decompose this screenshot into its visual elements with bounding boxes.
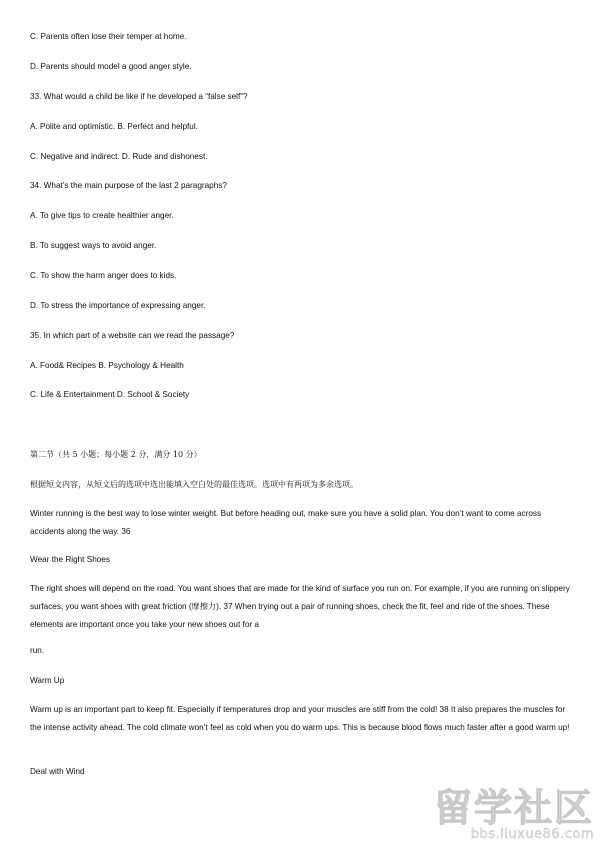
q34-option-b: B. To suggest ways to avoid anger. bbox=[30, 241, 157, 250]
watermark-logo: 留学社区 bbox=[433, 786, 594, 830]
q35-stem: 35. In which part of a website can we read the passage? bbox=[30, 331, 235, 340]
q33-stem: 33. What would a child be like if he developed a “false self”? bbox=[30, 92, 248, 101]
q35-options-cd: C. Life & Entertainment D. School & Society bbox=[30, 390, 190, 399]
q34-option-d: D. To stress the importance of expressing anger. bbox=[30, 301, 206, 310]
q33-options-ab: A. Polite and optimistic. B. Perfect and helpful. bbox=[30, 122, 198, 131]
section2-instructions: 根据短文内容，从短文后的选项中选出能填入空白处的最佳选项。选项中有两项为多余选项。 bbox=[30, 480, 358, 489]
site-watermark bbox=[424, 788, 594, 844]
paragraph-warm-up: Warm up is an important part to keep fit. Especially if temperatures drop and your muscles are stiff from the cold! 38 It also prepares the muscles for the intense activity ahead. The cold climate won’t feel as cold when you do warm ups. This is because blood flows much faster after a good warm up! bbox=[30, 705, 570, 732]
q35-options-ab: A. Food& Recipes B. Psychology & Health bbox=[30, 361, 184, 370]
q34-option-a: A. To give tips to create healthier anger. bbox=[30, 211, 174, 220]
q33-options-cd: C. Negative and indirect. D. Rude and dishonest. bbox=[30, 152, 208, 161]
q32-option-d: D. Parents should model a good anger style. bbox=[30, 62, 192, 71]
passage-intro: Winter running is the best way to lose winter weight. But before heading out, make sure you have a solid plan. You don’t want to come across accidents along the way. 36 bbox=[30, 509, 542, 536]
watermark-url: bbs.liuxue86.com bbox=[470, 827, 594, 842]
heading-wear-shoes: Wear the Right Shoes bbox=[30, 555, 110, 564]
q34-stem: 34. What’s the main purpose of the last 2 paragraphs? bbox=[30, 181, 227, 190]
section2-heading: 第二节（共 5 小题；每小题 2 分，满分 10 分） bbox=[30, 450, 202, 459]
paragraph-run: run. bbox=[30, 646, 45, 655]
q32-option-c: C. Parents often lose their temper at home. bbox=[30, 32, 187, 41]
q34-option-c: C. To show the harm anger does to kids. bbox=[30, 271, 177, 280]
paragraph-shoes: The right shoes will depend on the road. You want shoes that are made for the kind of surface you run on. For example, if you are running on slippery surfaces, you want shoes with great friction (摩擦力). 37 When trying out a pair of running shoes, check the fit, feel and ride of the shoes. These elements are important once you take your new shoes out for a bbox=[30, 584, 570, 629]
heading-deal-with-wind: Deal with Wind bbox=[30, 767, 85, 776]
heading-warm-up: Warm Up bbox=[30, 676, 65, 685]
